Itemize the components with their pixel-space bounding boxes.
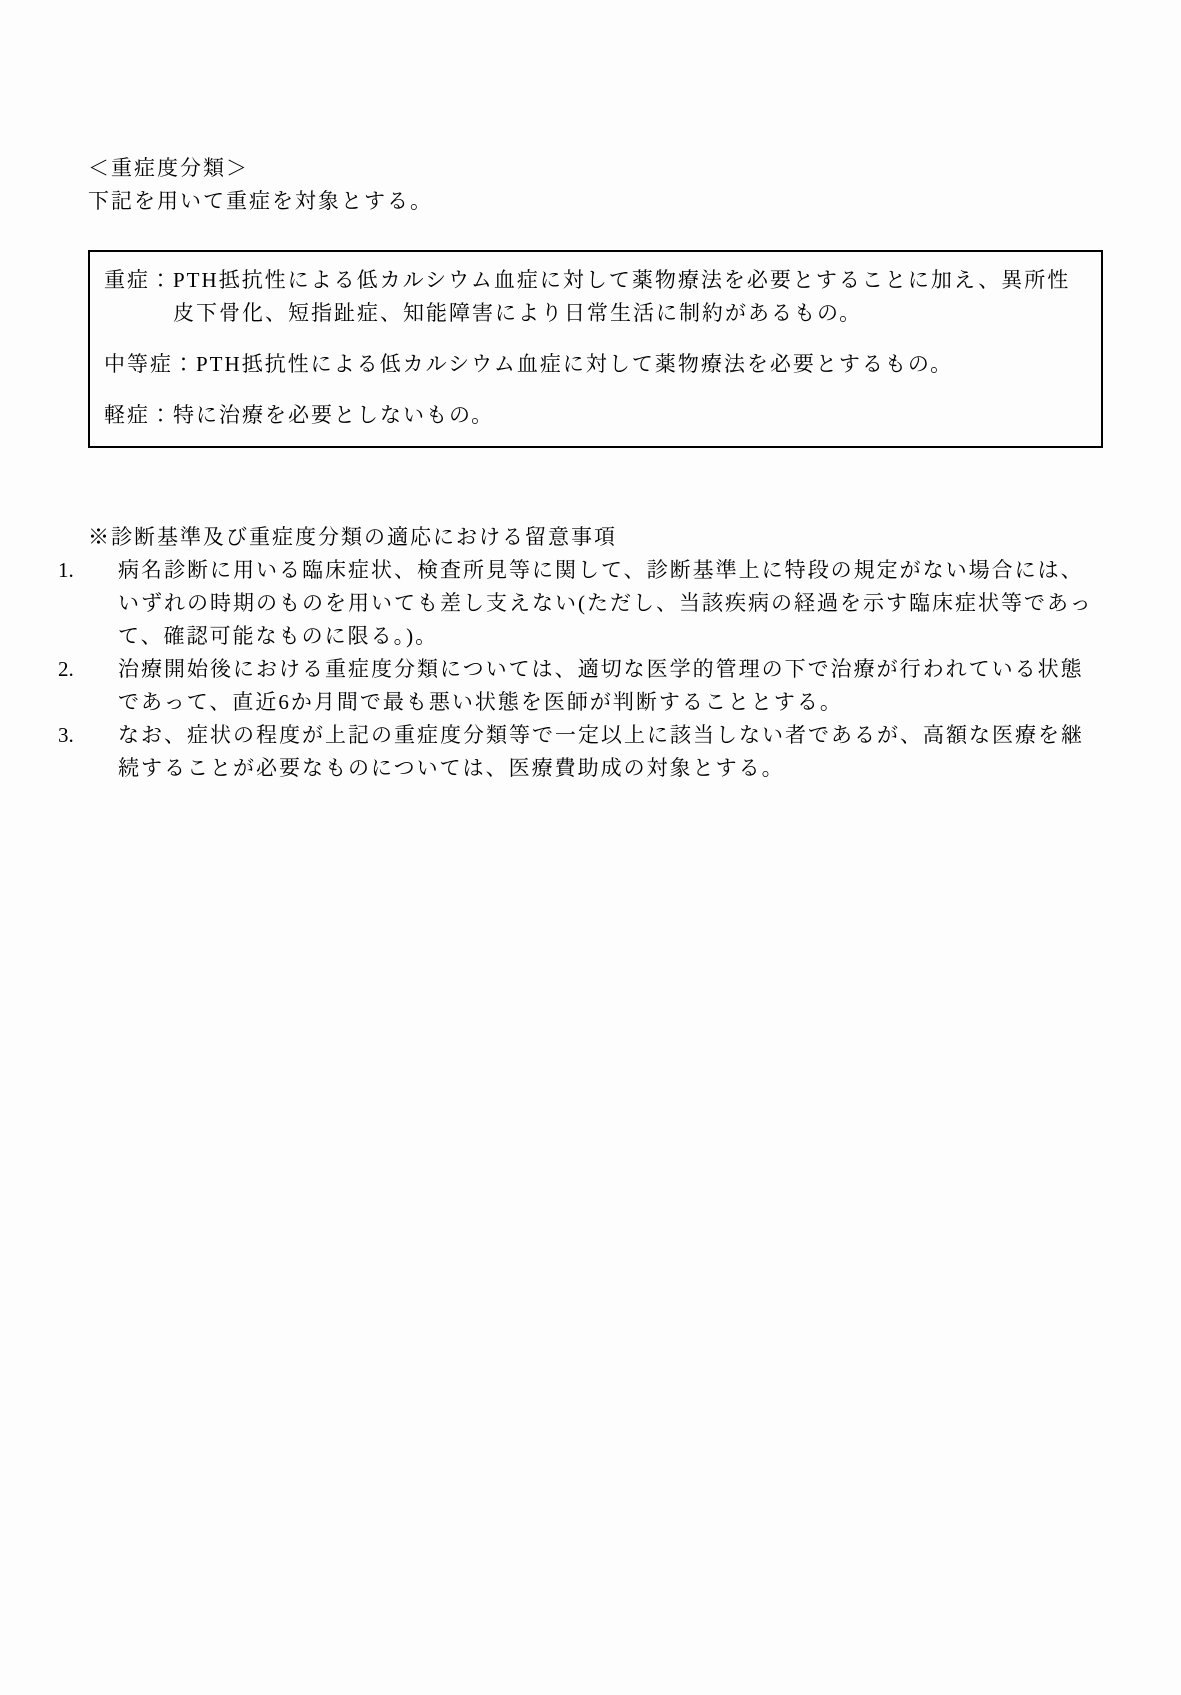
- note-text-2: 治療開始後における重症度分類については、適切な医学的管理の下で治療が行われている状態であって、直近6か月間で最も悪い状態を医師が判断することとする。: [118, 657, 1084, 714]
- severity-text-moderate: PTH抵抗性による低カルシウム血症に対して薬物療法を必要とするもの。: [196, 352, 954, 376]
- severity-item-moderate: [104, 348, 1089, 381]
- notes-heading: ※診断基準及び重症度分類の適応における留意事項: [88, 525, 617, 549]
- severity-label-severe: 重症：: [104, 268, 173, 292]
- severity-text-mild: 特に治療を必要としないもの。: [173, 403, 495, 427]
- severity-item-mild: [104, 399, 1089, 432]
- severity-text-severe: PTH抵抗性による低カルシウム血症に対して薬物療法を必要とすることに加え、異所性皮下骨化、短指趾症、知能障害により日常生活に制約があるもの。: [173, 268, 1071, 325]
- severity-label-moderate: 中等症：: [104, 352, 196, 376]
- note-number-1: 1.: [58, 558, 74, 582]
- note-item-1: [58, 554, 1103, 653]
- note-text-3: なお、症状の程度が上記の重症度分類等で一定以上に該当しない者であるが、高額な医療を継続することが必要なものについては、医療費助成の対象とする。: [118, 723, 1084, 780]
- note-text-1: 病名診断に用いる臨床症状、検査所見等に関して、診断基準上に特段の規定がない場合には、いずれの時期のものを用いても差し支えない(ただし、当該疾病の経過を示す臨床症状等であって、確認可能なものに限る。)。: [118, 558, 1093, 648]
- page-title: ＜重症度分類＞: [88, 156, 249, 180]
- intro-text: 下記を用いて重症を対象とする。: [88, 189, 433, 213]
- note-number-2: 2.: [58, 657, 74, 681]
- severity-label-mild: 軽症：: [104, 403, 173, 427]
- note-item-2: [58, 653, 1103, 719]
- severity-item-severe: [104, 264, 1089, 330]
- notes-list: [58, 554, 1103, 785]
- severity-classification-box: [88, 250, 1103, 448]
- note-number-3: 3.: [58, 723, 74, 747]
- note-item-3: [58, 719, 1103, 785]
